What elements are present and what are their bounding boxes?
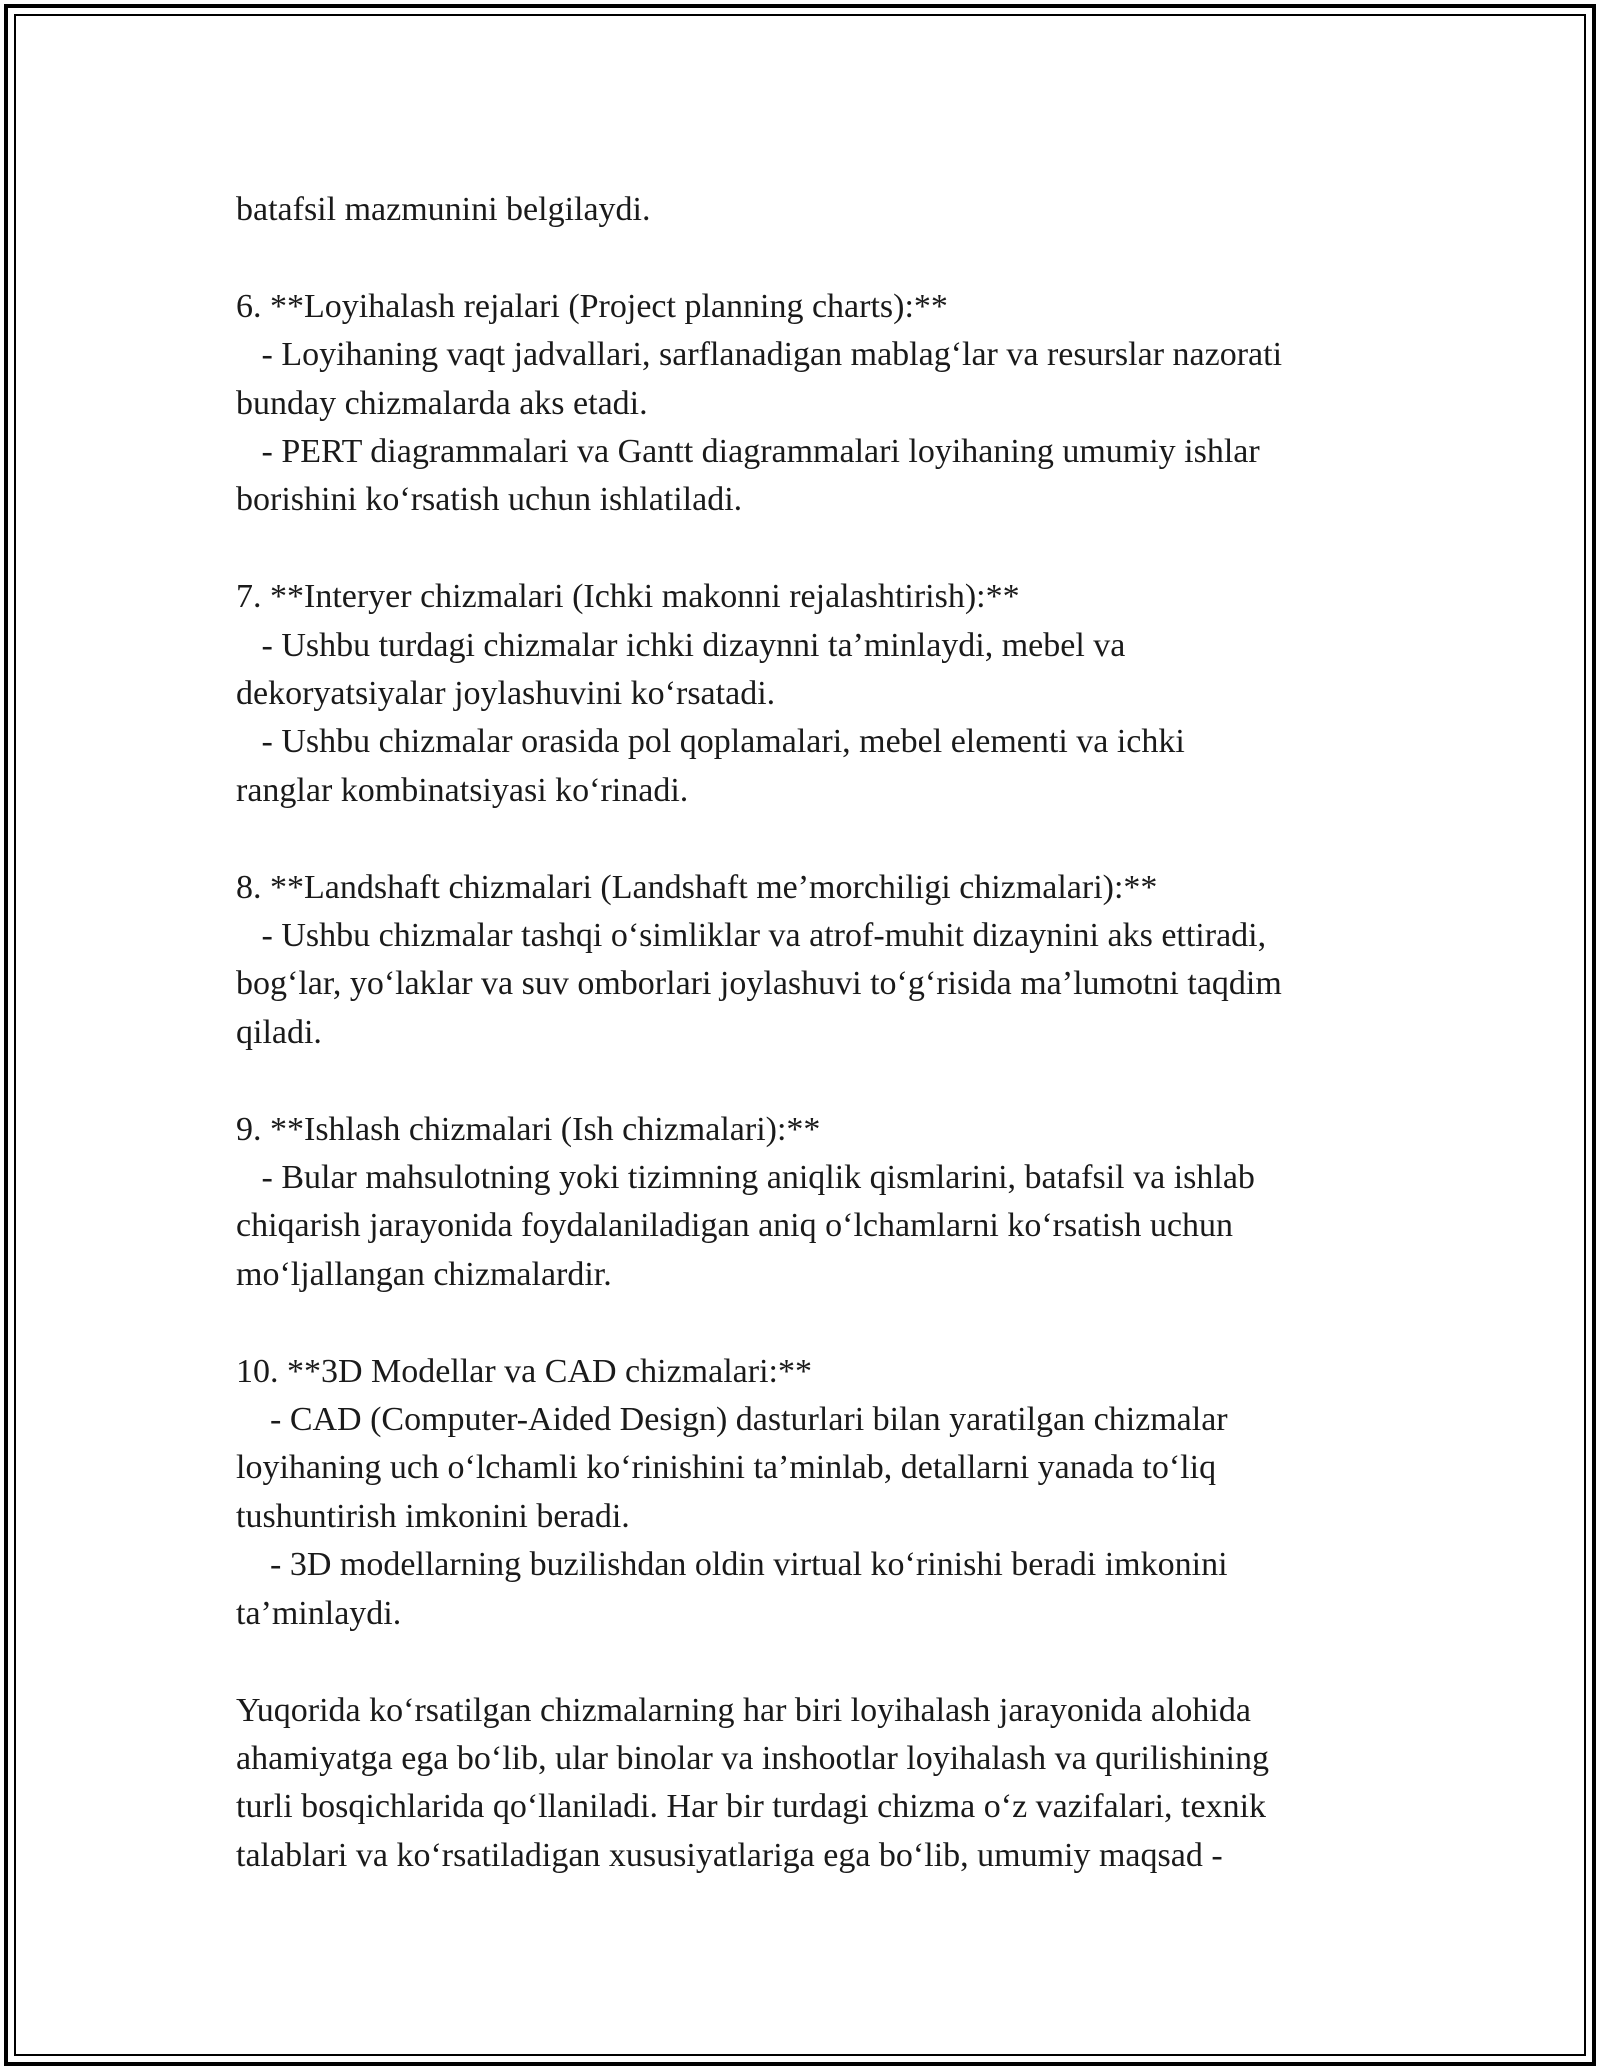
text-line: tushuntirish imkonini beradi.	[236, 1497, 630, 1535]
text-line: loyihaning uch o‘lchamli ko‘rinishini ta’minlab, detallarni yanada to‘liq	[236, 1449, 1217, 1487]
section-heading: 6. **Loyihalash rejalari (Project planning charts):**	[236, 287, 948, 325]
blank-line	[236, 1057, 1386, 1105]
text-line: dekoryatsiyalar joylashuvini ko‘rsatadi.	[236, 675, 776, 713]
text-line: batafsil mazmunini belgilaydi.	[236, 191, 651, 228]
text-line: qiladi.	[236, 1013, 322, 1051]
text-line: turli bosqichlarida qo‘llaniladi. Har bir turdagi chizma o‘z vazifalari, texnik	[236, 1788, 1267, 1826]
section-heading: 10. **3D Modellar va CAD chizmalari:**	[236, 1352, 812, 1390]
text-line: Yuqorida ko‘rsatilgan chizmalarning har biri loyihalash jarayonida alohida	[236, 1691, 1251, 1729]
blank-line	[236, 815, 1386, 863]
text-line: talablari va ko‘rsatiladigan xususiyatlariga ega bo‘lib, umumiy maqsad -	[236, 1836, 1223, 1874]
text-line: - Ushbu chizmalar tashqi o‘simliklar va atrof-muhit dizaynini aks ettiradi,	[236, 917, 1267, 955]
text-line: ahamiyatga ega bo‘lib, ular binolar va inshootlar loyihalash va qurilishining	[236, 1739, 1269, 1777]
text-line: - Ushbu chizmalar orasida pol qoplamalari, mebel elementi va ichki	[236, 723, 1185, 761]
text-line: bunday chizmalarda aks etadi.	[236, 384, 648, 422]
blank-line	[236, 1638, 1386, 1686]
text-line: ranglar kombinatsiyasi ko‘rinadi.	[236, 771, 689, 809]
section-heading: 7. **Interyer chizmalari (Ichki makonni rejalashtirish):**	[236, 578, 1020, 616]
document-body	[236, 186, 1386, 1880]
text-line: chiqarish jarayonida foydalaniladigan aniq o‘lchamlarni ko‘rsatish uchun	[236, 1207, 1234, 1245]
text-line: - Ushbu turdagi chizmalar ichki dizaynni ta’minlaydi, mebel va	[236, 626, 1126, 664]
text-line: bog‘lar, yo‘laklar va suv omborlari joylashuvi to‘g‘risida ma’lumotni taqdim	[236, 965, 1282, 1003]
text-line: - 3D modellarning buzilishdan oldin virtual ko‘rinishi beradi imkonini	[236, 1546, 1228, 1584]
text-line: - Loyihaning vaqt jadvallari, sarflanadigan mablag‘lar va resurslar nazorati	[236, 336, 1283, 374]
text-line: - CAD (Computer-Aided Design) dasturlari bilan yaratilgan chizmalar	[236, 1401, 1228, 1439]
text-line: ta’minlaydi.	[236, 1594, 402, 1632]
blank-line	[236, 525, 1386, 573]
section-heading: 8. **Landshaft chizmalari (Landshaft me’morchiligi chizmalari):**	[236, 868, 1158, 906]
text-line: - Bular mahsulotning yoki tizimning aniqlik qismlarini, batafsil va ishlab	[236, 1159, 1255, 1197]
section-heading: 9. **Ishlash chizmalari (Ish chizmalari):**	[236, 1110, 821, 1148]
blank-line	[236, 1299, 1386, 1347]
text-line: - PERT diagrammalari va Gantt diagrammalari loyihaning umumiy ishlar	[236, 433, 1260, 471]
text-line: mo‘ljallangan chizmalardir.	[236, 1255, 612, 1293]
text-line: borishini ko‘rsatish uchun ishlatiladi.	[236, 481, 743, 519]
blank-line	[236, 234, 1386, 282]
